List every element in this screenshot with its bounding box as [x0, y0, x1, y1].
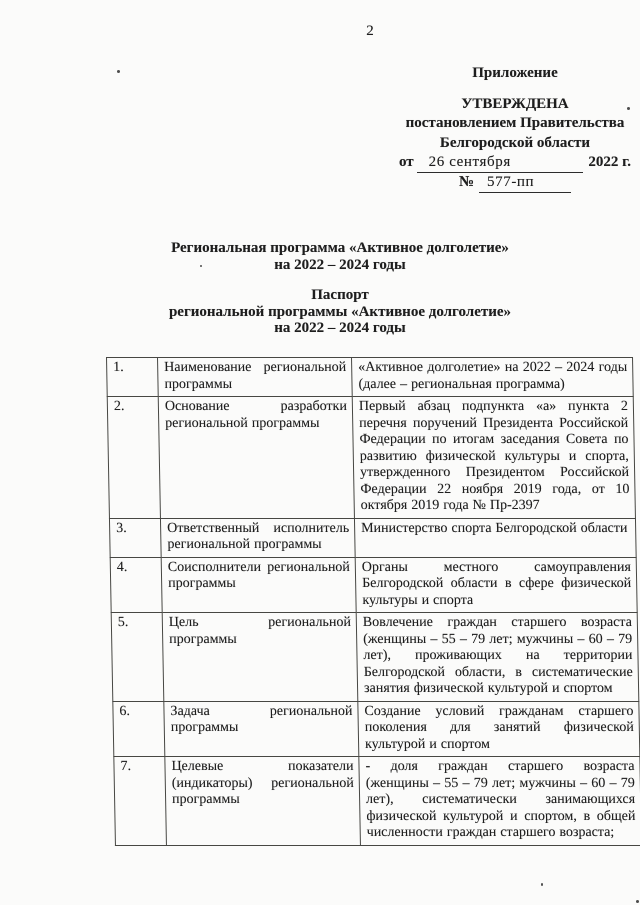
date-suffix: 2022 г. [588, 153, 631, 170]
row-value-cell: - доля граждан старшего возраста (женщины – 55 – 79 лет; мужчины – 60 – 79 лет), систематически занимающихся физической культурой и спортом, в общей численности граждан старшего возраста; [359, 757, 640, 846]
row-number-cell: 4. [110, 557, 162, 613]
number-fill-value: 577-пп [479, 173, 571, 193]
row-value-cell: Вовлечение граждан старшего возраста (женщины – 55 – 79 лет; мужчины – 60 – 79 лет), проживающих на территории Белгородской области, в систематические занятия физической культурой и спортом [356, 613, 639, 702]
date-prefix: от [399, 153, 414, 170]
table-row [111, 613, 639, 702]
row-number-cell: 2. [107, 397, 160, 519]
row-label-cell: Наименование региональной программы [158, 358, 353, 397]
passport-title-line-2: региональной программы «Активное долголетие» [168, 303, 512, 320]
table-row [110, 557, 637, 613]
table-row [107, 397, 635, 519]
passport-title-line-1: Паспорт [311, 287, 369, 303]
row-value-cell: Органы местного самоуправления Белгородской области в сфере физической культуры и спорта [355, 557, 637, 613]
row-label-cell: Цель региональной программы [162, 613, 358, 702]
date-fill-value: 26 сентября [417, 153, 584, 173]
approval-by-line-1: постановлением Правительства [405, 115, 625, 132]
row-value-cell: Министерство спорта Белгородской области [354, 518, 636, 557]
row-number-cell: 6. [113, 701, 165, 757]
approved-label: УТВЕРЖДЕНА [461, 96, 569, 113]
approval-by-line-2: Белгородской области [439, 134, 591, 151]
passport-title-line-3: на 2022 – 2024 годы [274, 320, 406, 336]
row-number-cell: 7. [114, 757, 167, 846]
row-label-cell: Основание разработки региональной программы [158, 397, 354, 519]
table-row [107, 358, 634, 397]
page-number: 2 [366, 23, 374, 39]
row-value-cell: Первый абзац подпункта «а» пункта 2 перечня поручений Президента Российской Федерации по итогам заседания Совета по развитию физической культуры и спорта, утвержденного Президентом Российской Федерации 22 ноября 2019 года, от 10 октября 2019 года № Пр-2397 [352, 397, 635, 519]
row-label-cell: Соисполнители региональной программы [161, 557, 356, 613]
approval-number-line [399, 173, 631, 193]
table-row [114, 757, 640, 846]
scan-speck [541, 883, 543, 886]
passport-table-body [107, 358, 640, 846]
row-label-cell: Задача региональной программы [164, 701, 359, 757]
row-label-cell: Целевые показатели (индикаторы) региональной программы [165, 757, 361, 846]
row-value-cell: Создание условий гражданам старшего поколения для занятий физической культурой и спортом [358, 701, 640, 757]
passport-table [106, 357, 640, 846]
scan-speck [117, 70, 120, 73]
row-label-cell: Ответственный исполнитель региональной программы [160, 518, 355, 557]
scan-speck [636, 900, 639, 903]
approval-block [399, 64, 631, 193]
row-number-cell: 5. [111, 613, 164, 702]
number-sign: № [458, 174, 475, 191]
table-row [113, 701, 640, 757]
row-number-cell: 1. [107, 358, 159, 397]
approval-date-line [399, 153, 631, 173]
table-row [109, 518, 636, 557]
appendix-label: Приложение [472, 65, 558, 81]
program-title-line-2: на 2022 – 2024 годы [274, 257, 406, 273]
scan-speck [200, 265, 202, 267]
program-title [48, 240, 632, 274]
scan-speck [627, 107, 630, 110]
row-value-cell: «Активное долголетие» на 2022 – 2024 годы (далее – региональная программа) [352, 358, 634, 397]
row-number-cell: 3. [109, 518, 161, 557]
passport-title [48, 287, 632, 337]
program-title-line-1: Региональная программа «Активное долголетие» [171, 240, 509, 256]
